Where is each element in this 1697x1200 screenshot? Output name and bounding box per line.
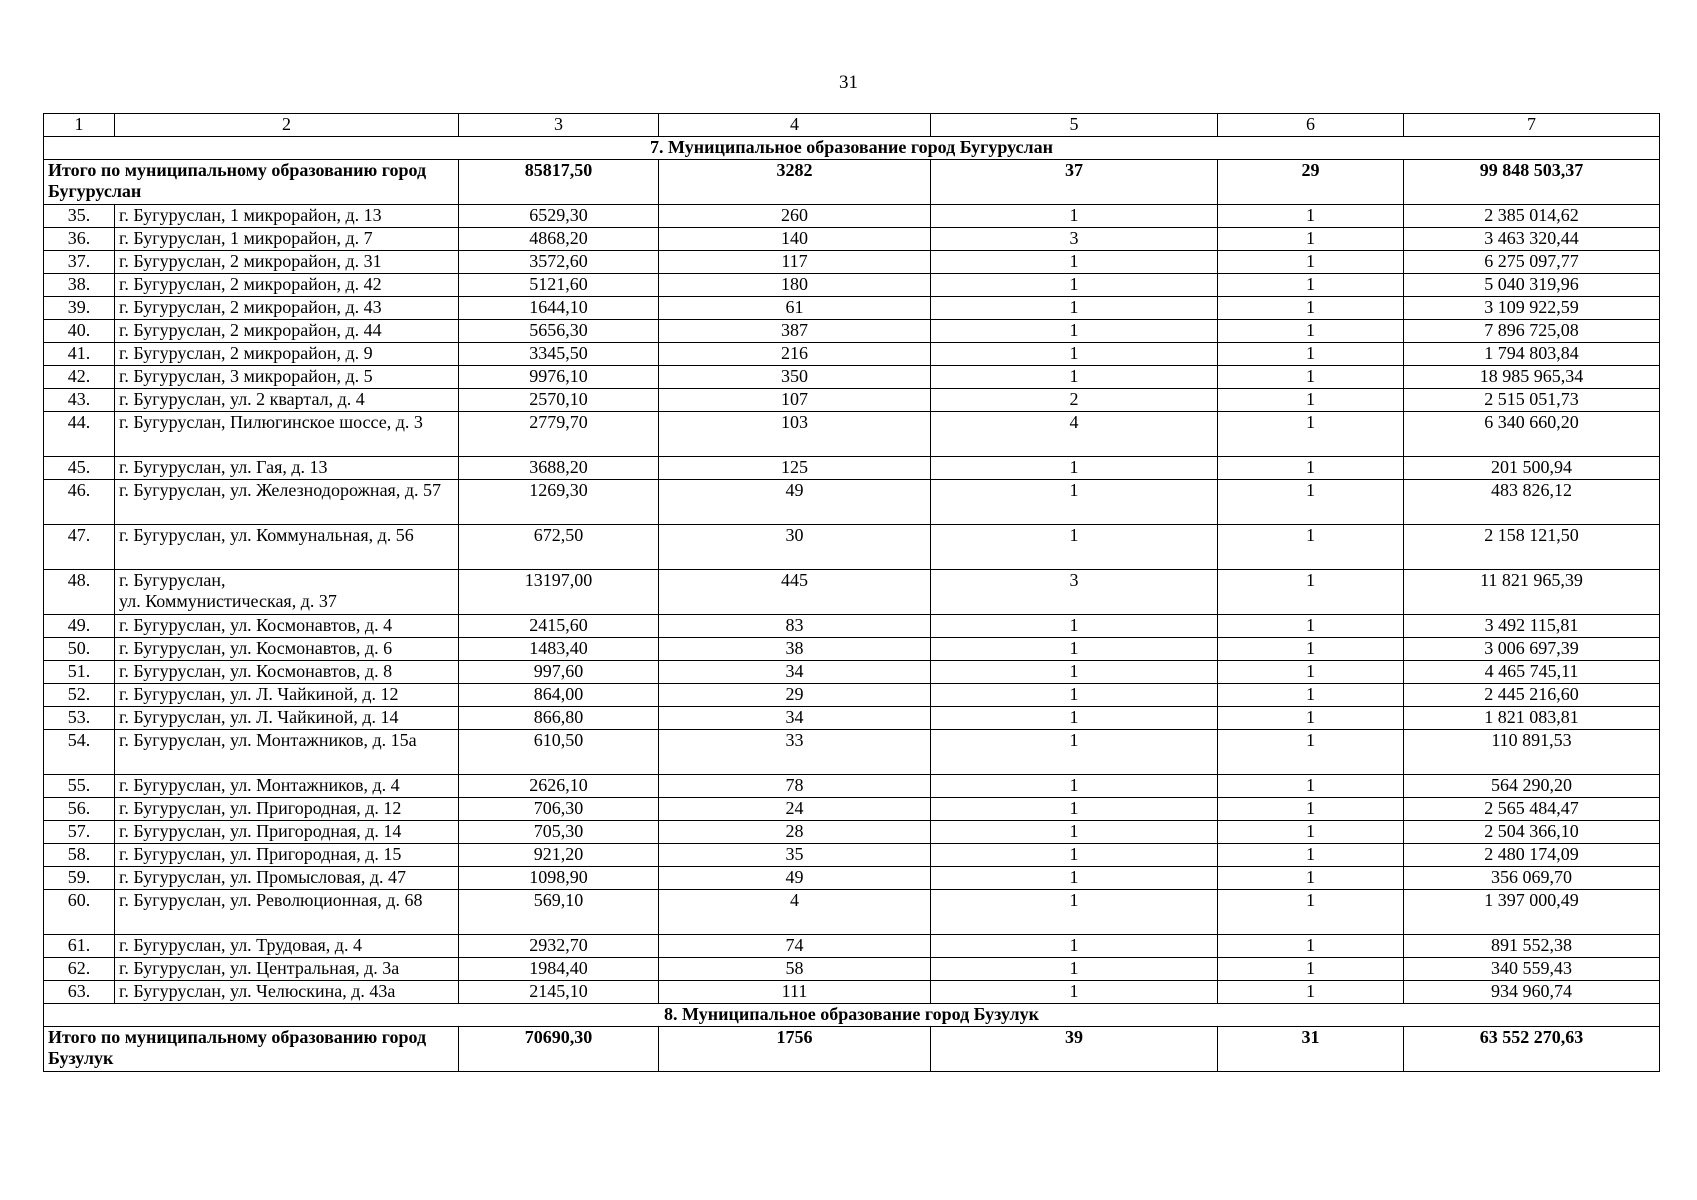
table-row <box>44 251 1660 274</box>
count: 78 <box>659 775 931 798</box>
row-number: 50. <box>44 638 115 661</box>
table-row <box>44 867 1660 890</box>
total-cost: 99 848 503,37 <box>1404 160 1660 205</box>
col6-value: 1 <box>1218 844 1404 867</box>
table-row <box>44 228 1660 251</box>
col6-value: 1 <box>1218 320 1404 343</box>
count: 74 <box>659 935 931 958</box>
col6-value: 1 <box>1218 958 1404 981</box>
address: г. Бугуруслан, 1 микрорайон, д. 13 <box>115 205 459 228</box>
table-row <box>44 775 1660 798</box>
cost: 1 794 803,84 <box>1404 343 1660 366</box>
table-row <box>44 935 1660 958</box>
table-row <box>44 890 1660 935</box>
row-number: 55. <box>44 775 115 798</box>
col6-value: 1 <box>1218 707 1404 730</box>
address: г. Бугуруслан, ул. Пригородная, д. 12 <box>115 798 459 821</box>
area: 2932,70 <box>459 935 659 958</box>
count: 49 <box>659 480 931 525</box>
area: 9976,10 <box>459 366 659 389</box>
col5-value: 2 <box>931 389 1218 412</box>
row-number: 54. <box>44 730 115 775</box>
col5-value: 1 <box>931 730 1218 775</box>
row-number: 42. <box>44 366 115 389</box>
address: г. Бугуруслан, 2 микрорайон, д. 42 <box>115 274 459 297</box>
row-number: 58. <box>44 844 115 867</box>
address: г. Бугуруслан, ул. Трудовая, д. 4 <box>115 935 459 958</box>
col6-value: 1 <box>1218 890 1404 935</box>
row-number: 46. <box>44 480 115 525</box>
address: г. Бугуруслан, ул. Центральная, д. 3а <box>115 958 459 981</box>
col5-value: 1 <box>931 958 1218 981</box>
area: 997,60 <box>459 661 659 684</box>
address: г. Бугуруслан, Пилюгинское шоссе, д. 3 <box>115 412 459 457</box>
cost: 6 340 660,20 <box>1404 412 1660 457</box>
table-row <box>44 570 1660 615</box>
row-number: 62. <box>44 958 115 981</box>
count: 107 <box>659 389 931 412</box>
address: г. Бугуруслан, 2 микрорайон, д. 9 <box>115 343 459 366</box>
table-row <box>44 958 1660 981</box>
col5-value: 1 <box>931 615 1218 638</box>
col6-value: 1 <box>1218 525 1404 570</box>
count: 30 <box>659 525 931 570</box>
col6-value: 1 <box>1218 480 1404 525</box>
col6-value: 1 <box>1218 730 1404 775</box>
area: 706,30 <box>459 798 659 821</box>
count: 34 <box>659 661 931 684</box>
address: г. Бугуруслан, ул. Космонавтов, д. 8 <box>115 661 459 684</box>
total-cost: 63 552 270,63 <box>1404 1027 1660 1072</box>
col5-value: 1 <box>931 775 1218 798</box>
area: 3572,60 <box>459 251 659 274</box>
col6-value: 1 <box>1218 228 1404 251</box>
table-row <box>44 297 1660 320</box>
address: г. Бугуруслан, ул. 2 квартал, д. 4 <box>115 389 459 412</box>
cost: 2 385 014,62 <box>1404 205 1660 228</box>
col5-value: 1 <box>931 661 1218 684</box>
row-number: 37. <box>44 251 115 274</box>
row-number: 57. <box>44 821 115 844</box>
area: 2145,10 <box>459 981 659 1004</box>
row-number: 36. <box>44 228 115 251</box>
col6-value: 1 <box>1218 343 1404 366</box>
count: 33 <box>659 730 931 775</box>
area: 2626,10 <box>459 775 659 798</box>
area: 1644,10 <box>459 297 659 320</box>
count: 445 <box>659 570 931 615</box>
area: 1269,30 <box>459 480 659 525</box>
col6-value: 1 <box>1218 935 1404 958</box>
count: 260 <box>659 205 931 228</box>
cost: 2 504 366,10 <box>1404 821 1660 844</box>
table-row <box>44 707 1660 730</box>
count: 34 <box>659 707 931 730</box>
cost: 4 465 745,11 <box>1404 661 1660 684</box>
table-row <box>44 638 1660 661</box>
total-area: 70690,30 <box>459 1027 659 1072</box>
area: 569,10 <box>459 890 659 935</box>
address: г. Бугуруслан, ул. Космонавтов, д. 6 <box>115 638 459 661</box>
count: 35 <box>659 844 931 867</box>
section-title: 8. Муниципальное образование город Бузулук <box>44 1004 1660 1027</box>
table-row <box>44 412 1660 457</box>
table-row <box>44 366 1660 389</box>
col6-value: 1 <box>1218 457 1404 480</box>
cost: 3 492 115,81 <box>1404 615 1660 638</box>
col6-value: 1 <box>1218 412 1404 457</box>
col6-value: 1 <box>1218 251 1404 274</box>
col5-value: 1 <box>931 480 1218 525</box>
address: г. Бугуруслан, 2 микрорайон, д. 44 <box>115 320 459 343</box>
col6-value: 1 <box>1218 821 1404 844</box>
address: г. Бугуруслан, 2 микрорайон, д. 43 <box>115 297 459 320</box>
count: 103 <box>659 412 931 457</box>
cost: 2 565 484,47 <box>1404 798 1660 821</box>
count: 29 <box>659 684 931 707</box>
total-col5: 37 <box>931 160 1218 205</box>
table-row <box>44 525 1660 570</box>
cost: 1 821 083,81 <box>1404 707 1660 730</box>
column-number: 2 <box>115 114 459 137</box>
cost: 6 275 097,77 <box>1404 251 1660 274</box>
row-number: 40. <box>44 320 115 343</box>
cost: 891 552,38 <box>1404 935 1660 958</box>
row-number: 47. <box>44 525 115 570</box>
count: 117 <box>659 251 931 274</box>
address: г. Бугуруслан, 1 микрорайон, д. 7 <box>115 228 459 251</box>
area: 1098,90 <box>459 867 659 890</box>
count: 387 <box>659 320 931 343</box>
cost: 934 960,74 <box>1404 981 1660 1004</box>
area: 3688,20 <box>459 457 659 480</box>
column-number: 1 <box>44 114 115 137</box>
address: г. Бугуруслан, ул. Пригородная, д. 14 <box>115 821 459 844</box>
address: г. Бугуруслан, ул. Коммунальная, д. 56 <box>115 525 459 570</box>
table-row <box>44 205 1660 228</box>
col5-value: 3 <box>931 228 1218 251</box>
col6-value: 1 <box>1218 867 1404 890</box>
count: 125 <box>659 457 931 480</box>
section-heading <box>44 137 1660 160</box>
col5-value: 4 <box>931 412 1218 457</box>
col5-value: 1 <box>931 251 1218 274</box>
count: 61 <box>659 297 931 320</box>
cost: 5 040 319,96 <box>1404 274 1660 297</box>
cost: 2 480 174,09 <box>1404 844 1660 867</box>
count: 140 <box>659 228 931 251</box>
total-area: 85817,50 <box>459 160 659 205</box>
count: 180 <box>659 274 931 297</box>
area: 5121,60 <box>459 274 659 297</box>
area: 5656,30 <box>459 320 659 343</box>
col5-value: 1 <box>931 821 1218 844</box>
area: 2570,10 <box>459 389 659 412</box>
area: 4868,20 <box>459 228 659 251</box>
col6-value: 1 <box>1218 638 1404 661</box>
col6-value: 1 <box>1218 981 1404 1004</box>
address: г. Бугуруслан, ул. Гая, д. 13 <box>115 457 459 480</box>
area: 2415,60 <box>459 615 659 638</box>
count: 216 <box>659 343 931 366</box>
total-row <box>44 160 1660 205</box>
section-title: 7. Муниципальное образование город Бугуруслан <box>44 137 1660 160</box>
col5-value: 3 <box>931 570 1218 615</box>
cost: 18 985 965,34 <box>1404 366 1660 389</box>
address: г. Бугуруслан, ул. Революционная, д. 68 <box>115 890 459 935</box>
cost: 7 896 725,08 <box>1404 320 1660 343</box>
area: 1984,40 <box>459 958 659 981</box>
cost: 564 290,20 <box>1404 775 1660 798</box>
column-number-row <box>44 114 1660 137</box>
address: г. Бугуруслан, ул. Пригородная, д. 15 <box>115 844 459 867</box>
area: 13197,00 <box>459 570 659 615</box>
count: 49 <box>659 867 931 890</box>
col6-value: 1 <box>1218 798 1404 821</box>
row-number: 52. <box>44 684 115 707</box>
area: 3345,50 <box>459 343 659 366</box>
page-number: 31 <box>839 72 858 93</box>
total-row <box>44 1027 1660 1072</box>
col6-value: 1 <box>1218 274 1404 297</box>
row-number: 39. <box>44 297 115 320</box>
area: 866,80 <box>459 707 659 730</box>
count: 350 <box>659 366 931 389</box>
row-number: 56. <box>44 798 115 821</box>
address: г. Бугуруслан, 3 микрорайон, д. 5 <box>115 366 459 389</box>
total-col5: 39 <box>931 1027 1218 1072</box>
row-number: 48. <box>44 570 115 615</box>
count: 38 <box>659 638 931 661</box>
row-number: 53. <box>44 707 115 730</box>
total-col6: 31 <box>1218 1027 1404 1072</box>
col6-value: 1 <box>1218 775 1404 798</box>
col5-value: 1 <box>931 867 1218 890</box>
area: 6529,30 <box>459 205 659 228</box>
row-number: 38. <box>44 274 115 297</box>
col5-value: 1 <box>931 457 1218 480</box>
area: 672,50 <box>459 525 659 570</box>
col6-value: 1 <box>1218 297 1404 320</box>
total-count: 1756 <box>659 1027 931 1072</box>
col6-value: 1 <box>1218 684 1404 707</box>
count: 83 <box>659 615 931 638</box>
row-number: 44. <box>44 412 115 457</box>
col5-value: 1 <box>931 638 1218 661</box>
count: 28 <box>659 821 931 844</box>
count: 24 <box>659 798 931 821</box>
column-number: 3 <box>459 114 659 137</box>
table-row <box>44 615 1660 638</box>
table-row <box>44 798 1660 821</box>
col5-value: 1 <box>931 844 1218 867</box>
col5-value: 1 <box>931 684 1218 707</box>
address: г. Бугуруслан, ул. Л. Чайкиной, д. 12 <box>115 684 459 707</box>
cost: 340 559,43 <box>1404 958 1660 981</box>
cost: 3 006 697,39 <box>1404 638 1660 661</box>
table-row <box>44 844 1660 867</box>
table-row <box>44 343 1660 366</box>
row-number: 61. <box>44 935 115 958</box>
column-number: 5 <box>931 114 1218 137</box>
cost: 2 515 051,73 <box>1404 389 1660 412</box>
total-label: Итого по муниципальному образованию город Бузулук <box>44 1027 459 1072</box>
address: г. Бугуруслан, ул. Монтажников, д. 4 <box>115 775 459 798</box>
table-row <box>44 684 1660 707</box>
cost: 2 158 121,50 <box>1404 525 1660 570</box>
cost: 3 463 320,44 <box>1404 228 1660 251</box>
data-table <box>43 113 1660 1072</box>
col5-value: 1 <box>931 274 1218 297</box>
col5-value: 1 <box>931 297 1218 320</box>
col5-value: 1 <box>931 525 1218 570</box>
table-row <box>44 981 1660 1004</box>
table-row <box>44 389 1660 412</box>
row-number: 35. <box>44 205 115 228</box>
row-number: 41. <box>44 343 115 366</box>
col5-value: 1 <box>931 366 1218 389</box>
col5-value: 1 <box>931 343 1218 366</box>
row-number: 63. <box>44 981 115 1004</box>
total-col6: 29 <box>1218 160 1404 205</box>
table-row <box>44 661 1660 684</box>
area: 921,20 <box>459 844 659 867</box>
column-number: 6 <box>1218 114 1404 137</box>
address: г. Бугуруслан, ул. Железнодорожная, д. 57 <box>115 480 459 525</box>
count: 4 <box>659 890 931 935</box>
address: г. Бугуруслан, 2 микрорайон, д. 31 <box>115 251 459 274</box>
col6-value: 1 <box>1218 366 1404 389</box>
section-heading <box>44 1004 1660 1027</box>
row-number: 43. <box>44 389 115 412</box>
table-row <box>44 730 1660 775</box>
cost: 483 826,12 <box>1404 480 1660 525</box>
cost: 356 069,70 <box>1404 867 1660 890</box>
table-row <box>44 457 1660 480</box>
col5-value: 1 <box>931 981 1218 1004</box>
row-number: 59. <box>44 867 115 890</box>
address: г. Бугуруслан, ул. Космонавтов, д. 4 <box>115 615 459 638</box>
cost: 201 500,94 <box>1404 457 1660 480</box>
col5-value: 1 <box>931 935 1218 958</box>
address: г. Бугуруслан, ул. Л. Чайкиной, д. 14 <box>115 707 459 730</box>
row-number: 51. <box>44 661 115 684</box>
col6-value: 1 <box>1218 205 1404 228</box>
table-row <box>44 274 1660 297</box>
col5-value: 1 <box>931 205 1218 228</box>
cost: 3 109 922,59 <box>1404 297 1660 320</box>
area: 705,30 <box>459 821 659 844</box>
col5-value: 1 <box>931 320 1218 343</box>
table-row <box>44 821 1660 844</box>
column-number: 4 <box>659 114 931 137</box>
row-number: 60. <box>44 890 115 935</box>
address: г. Бугуруслан, ул. Коммунистическая, д. 37 <box>115 570 459 615</box>
col5-value: 1 <box>931 798 1218 821</box>
area: 2779,70 <box>459 412 659 457</box>
area: 1483,40 <box>459 638 659 661</box>
column-number: 7 <box>1404 114 1660 137</box>
address: г. Бугуруслан, ул. Челюскина, д. 43а <box>115 981 459 1004</box>
col6-value: 1 <box>1218 615 1404 638</box>
area: 864,00 <box>459 684 659 707</box>
table-row <box>44 480 1660 525</box>
address: г. Бугуруслан, ул. Промысловая, д. 47 <box>115 867 459 890</box>
col5-value: 1 <box>931 707 1218 730</box>
col6-value: 1 <box>1218 389 1404 412</box>
address: г. Бугуруслан, ул. Монтажников, д. 15а <box>115 730 459 775</box>
count: 58 <box>659 958 931 981</box>
cost: 2 445 216,60 <box>1404 684 1660 707</box>
row-number: 45. <box>44 457 115 480</box>
cost: 110 891,53 <box>1404 730 1660 775</box>
cost: 1 397 000,49 <box>1404 890 1660 935</box>
row-number: 49. <box>44 615 115 638</box>
total-label: Итого по муниципальному образованию город Бугуруслан <box>44 160 459 205</box>
col6-value: 1 <box>1218 570 1404 615</box>
total-count: 3282 <box>659 160 931 205</box>
area: 610,50 <box>459 730 659 775</box>
count: 111 <box>659 981 931 1004</box>
col5-value: 1 <box>931 890 1218 935</box>
cost: 11 821 965,39 <box>1404 570 1660 615</box>
col6-value: 1 <box>1218 661 1404 684</box>
table-row <box>44 320 1660 343</box>
